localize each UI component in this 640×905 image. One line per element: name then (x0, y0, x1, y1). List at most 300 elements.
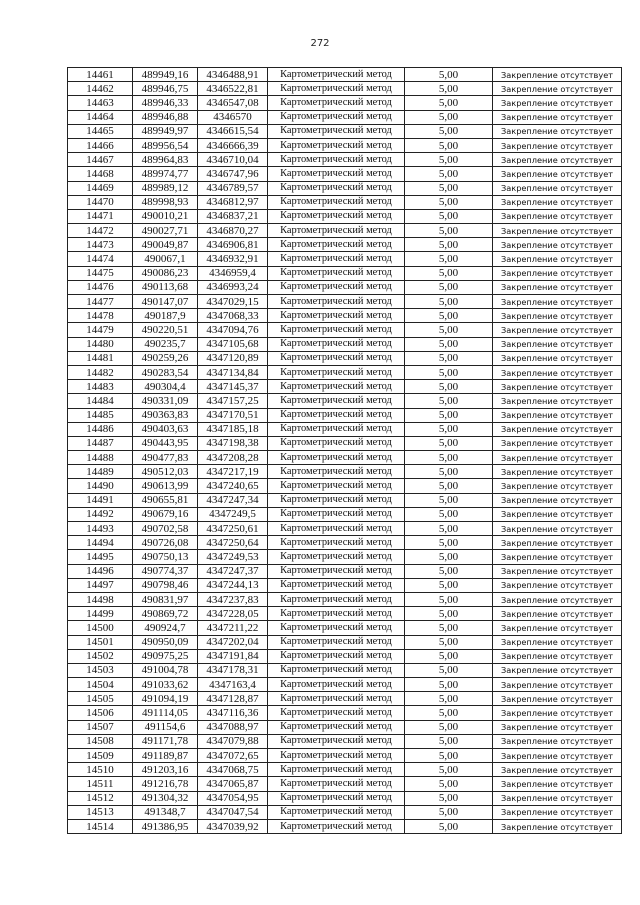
x-coordinate-cell: 491033,62 (133, 678, 198, 692)
y-coordinate-cell: 4347250,64 (198, 536, 268, 550)
accuracy-cell: 5,00 (405, 380, 493, 394)
fixing-cell: Закрепление отсутствует (493, 663, 622, 677)
method-cell: Картометрический метод (268, 351, 405, 365)
y-coordinate-cell: 4346993,24 (198, 280, 268, 294)
accuracy-cell: 5,00 (405, 195, 493, 209)
method-cell: Картометрический метод (268, 323, 405, 337)
table-row (68, 791, 622, 805)
fixing-cell: Закрепление отсутствует (493, 451, 622, 465)
accuracy-cell: 5,00 (405, 266, 493, 280)
point-number-cell: 14501 (68, 635, 133, 649)
method-cell: Картометрический метод (268, 678, 405, 692)
accuracy-cell: 5,00 (405, 96, 493, 110)
y-coordinate-cell: 4347079,88 (198, 734, 268, 748)
method-cell: Картометрический метод (268, 479, 405, 493)
point-number-cell: 14489 (68, 465, 133, 479)
method-cell: Картометрический метод (268, 238, 405, 252)
x-coordinate-cell: 490147,07 (133, 295, 198, 309)
x-coordinate-cell: 491304,32 (133, 791, 198, 805)
fixing-cell: Закрепление отсутствует (493, 394, 622, 408)
point-number-cell: 14472 (68, 224, 133, 238)
y-coordinate-cell: 4347247,34 (198, 493, 268, 507)
accuracy-cell: 5,00 (405, 522, 493, 536)
fixing-cell: Закрепление отсутствует (493, 621, 622, 635)
point-number-cell: 14484 (68, 394, 133, 408)
fixing-cell: Закрепление отсутствует (493, 819, 622, 833)
accuracy-cell: 5,00 (405, 110, 493, 124)
accuracy-cell: 5,00 (405, 592, 493, 606)
y-coordinate-cell: 4346570 (198, 110, 268, 124)
fixing-cell: Закрепление отсутствует (493, 777, 622, 791)
table-row (68, 678, 622, 692)
method-cell: Картометрический метод (268, 365, 405, 379)
x-coordinate-cell: 490726,08 (133, 536, 198, 550)
method-cell: Картометрический метод (268, 791, 405, 805)
accuracy-cell: 5,00 (405, 749, 493, 763)
point-number-cell: 14507 (68, 720, 133, 734)
x-coordinate-cell: 490869,72 (133, 607, 198, 621)
y-coordinate-cell: 4347068,33 (198, 309, 268, 323)
accuracy-cell: 5,00 (405, 720, 493, 734)
y-coordinate-cell: 4347211,22 (198, 621, 268, 635)
y-coordinate-cell: 4346906,81 (198, 238, 268, 252)
fixing-cell: Закрепление отсутствует (493, 422, 622, 436)
point-number-cell: 14505 (68, 692, 133, 706)
table-row (68, 493, 622, 507)
fixing-cell: Закрепление отсутствует (493, 720, 622, 734)
fixing-cell: Закрепление отсутствует (493, 436, 622, 450)
accuracy-cell: 5,00 (405, 819, 493, 833)
x-coordinate-cell: 490331,09 (133, 394, 198, 408)
y-coordinate-cell: 4347065,87 (198, 777, 268, 791)
y-coordinate-cell: 4347157,25 (198, 394, 268, 408)
fixing-cell: Закрепление отсутствует (493, 805, 622, 819)
accuracy-cell: 5,00 (405, 663, 493, 677)
fixing-cell: Закрепление отсутствует (493, 493, 622, 507)
accuracy-cell: 5,00 (405, 479, 493, 493)
x-coordinate-cell: 490613,99 (133, 479, 198, 493)
accuracy-cell: 5,00 (405, 224, 493, 238)
x-coordinate-cell: 490283,54 (133, 365, 198, 379)
accuracy-cell: 5,00 (405, 706, 493, 720)
method-cell: Картометрический метод (268, 692, 405, 706)
method-cell: Картометрический метод (268, 522, 405, 536)
point-number-cell: 14486 (68, 422, 133, 436)
x-coordinate-cell: 491004,78 (133, 663, 198, 677)
fixing-cell: Закрепление отсутствует (493, 110, 622, 124)
accuracy-cell: 5,00 (405, 167, 493, 181)
point-number-cell: 14509 (68, 749, 133, 763)
y-coordinate-cell: 4347145,37 (198, 380, 268, 394)
point-number-cell: 14480 (68, 337, 133, 351)
fixing-cell: Закрепление отсутствует (493, 550, 622, 564)
method-cell: Картометрический метод (268, 138, 405, 152)
table-row (68, 266, 622, 280)
x-coordinate-cell: 490831,97 (133, 592, 198, 606)
method-cell: Картометрический метод (268, 749, 405, 763)
x-coordinate-cell: 490655,81 (133, 493, 198, 507)
point-number-cell: 14506 (68, 706, 133, 720)
table-row (68, 749, 622, 763)
point-number-cell: 14497 (68, 578, 133, 592)
table-row (68, 238, 622, 252)
table-body (68, 68, 622, 834)
fixing-cell: Закрепление отсутствует (493, 96, 622, 110)
fixing-cell: Закрепление отсутствует (493, 351, 622, 365)
y-coordinate-cell: 4346812,97 (198, 195, 268, 209)
method-cell: Картометрический метод (268, 408, 405, 422)
fixing-cell: Закрепление отсутствует (493, 706, 622, 720)
method-cell: Картометрический метод (268, 337, 405, 351)
y-coordinate-cell: 4346666,39 (198, 138, 268, 152)
method-cell: Картометрический метод (268, 578, 405, 592)
x-coordinate-cell: 491189,87 (133, 749, 198, 763)
method-cell: Картометрический метод (268, 592, 405, 606)
table-row (68, 337, 622, 351)
method-cell: Картометрический метод (268, 96, 405, 110)
x-coordinate-cell: 490259,26 (133, 351, 198, 365)
fixing-cell: Закрепление отсутствует (493, 465, 622, 479)
x-coordinate-cell: 490304,4 (133, 380, 198, 394)
accuracy-cell: 5,00 (405, 351, 493, 365)
table-row (68, 68, 622, 82)
x-coordinate-cell: 491114,05 (133, 706, 198, 720)
table-row (68, 621, 622, 635)
table-row (68, 649, 622, 663)
x-coordinate-cell: 489946,75 (133, 82, 198, 96)
fixing-cell: Закрепление отсутствует (493, 578, 622, 592)
accuracy-cell: 5,00 (405, 564, 493, 578)
table-row (68, 394, 622, 408)
fixing-cell: Закрепление отсутствует (493, 678, 622, 692)
point-number-cell: 14513 (68, 805, 133, 819)
table-row (68, 195, 622, 209)
table-row (68, 805, 622, 819)
accuracy-cell: 5,00 (405, 408, 493, 422)
y-coordinate-cell: 4347198,38 (198, 436, 268, 450)
table-row (68, 507, 622, 521)
fixing-cell: Закрепление отсутствует (493, 195, 622, 209)
table-row (68, 365, 622, 379)
accuracy-cell: 5,00 (405, 536, 493, 550)
point-number-cell: 14474 (68, 252, 133, 266)
y-coordinate-cell: 4346488,91 (198, 68, 268, 82)
y-coordinate-cell: 4347105,68 (198, 337, 268, 351)
table-row (68, 763, 622, 777)
method-cell: Картометрический метод (268, 451, 405, 465)
x-coordinate-cell: 491094,19 (133, 692, 198, 706)
table-row (68, 692, 622, 706)
point-number-cell: 14496 (68, 564, 133, 578)
method-cell: Картометрический метод (268, 777, 405, 791)
point-number-cell: 14464 (68, 110, 133, 124)
table-row (68, 536, 622, 550)
x-coordinate-cell: 489989,12 (133, 181, 198, 195)
y-coordinate-cell: 4347170,51 (198, 408, 268, 422)
x-coordinate-cell: 490403,63 (133, 422, 198, 436)
point-number-cell: 14514 (68, 819, 133, 833)
x-coordinate-cell: 490049,87 (133, 238, 198, 252)
y-coordinate-cell: 4347240,65 (198, 479, 268, 493)
fixing-cell: Закрепление отсутствует (493, 309, 622, 323)
x-coordinate-cell: 490798,46 (133, 578, 198, 592)
y-coordinate-cell: 4347054,95 (198, 791, 268, 805)
table-row (68, 252, 622, 266)
point-number-cell: 14491 (68, 493, 133, 507)
point-number-cell: 14487 (68, 436, 133, 450)
fixing-cell: Закрепление отсутствует (493, 522, 622, 536)
method-cell: Картометрический метод (268, 465, 405, 479)
method-cell: Картометрический метод (268, 224, 405, 238)
method-cell: Картометрический метод (268, 805, 405, 819)
x-coordinate-cell: 491216,78 (133, 777, 198, 791)
fixing-cell: Закрепление отсутствует (493, 266, 622, 280)
y-coordinate-cell: 4347191,84 (198, 649, 268, 663)
fixing-cell: Закрепление отсутствует (493, 763, 622, 777)
x-coordinate-cell: 489964,83 (133, 153, 198, 167)
point-number-cell: 14508 (68, 734, 133, 748)
accuracy-cell: 5,00 (405, 394, 493, 408)
y-coordinate-cell: 4346522,81 (198, 82, 268, 96)
y-coordinate-cell: 4347072,65 (198, 749, 268, 763)
accuracy-cell: 5,00 (405, 777, 493, 791)
page-number: 272 (310, 38, 330, 49)
y-coordinate-cell: 4346870,27 (198, 224, 268, 238)
accuracy-cell: 5,00 (405, 578, 493, 592)
method-cell: Картометрический метод (268, 819, 405, 833)
accuracy-cell: 5,00 (405, 805, 493, 819)
x-coordinate-cell: 490086,23 (133, 266, 198, 280)
method-cell: Картометрический метод (268, 649, 405, 663)
x-coordinate-cell: 491154,6 (133, 720, 198, 734)
fixing-cell: Закрепление отсутствует (493, 592, 622, 606)
table-row (68, 224, 622, 238)
fixing-cell: Закрепление отсутствует (493, 536, 622, 550)
y-coordinate-cell: 4347039,92 (198, 819, 268, 833)
table-row (68, 479, 622, 493)
accuracy-cell: 5,00 (405, 436, 493, 450)
method-cell: Картометрический метод (268, 422, 405, 436)
x-coordinate-cell: 490027,71 (133, 224, 198, 238)
point-number-cell: 14467 (68, 153, 133, 167)
fixing-cell: Закрепление отсутствует (493, 280, 622, 294)
x-coordinate-cell: 490975,25 (133, 649, 198, 663)
fixing-cell: Закрепление отсутствует (493, 323, 622, 337)
method-cell: Картометрический метод (268, 68, 405, 82)
point-number-cell: 14511 (68, 777, 133, 791)
accuracy-cell: 5,00 (405, 465, 493, 479)
table-row (68, 309, 622, 323)
y-coordinate-cell: 4347029,15 (198, 295, 268, 309)
accuracy-cell: 5,00 (405, 763, 493, 777)
fixing-cell: Закрепление отсутствует (493, 68, 622, 82)
table-row (68, 564, 622, 578)
accuracy-cell: 5,00 (405, 280, 493, 294)
fixing-cell: Закрепление отсутствует (493, 749, 622, 763)
table-row (68, 209, 622, 223)
accuracy-cell: 5,00 (405, 607, 493, 621)
method-cell: Картометрический метод (268, 124, 405, 138)
x-coordinate-cell: 489946,33 (133, 96, 198, 110)
fixing-cell: Закрепление отсутствует (493, 649, 622, 663)
y-coordinate-cell: 4347128,87 (198, 692, 268, 706)
point-number-cell: 14483 (68, 380, 133, 394)
table-row (68, 706, 622, 720)
point-number-cell: 14476 (68, 280, 133, 294)
point-number-cell: 14504 (68, 678, 133, 692)
point-number-cell: 14494 (68, 536, 133, 550)
x-coordinate-cell: 490477,83 (133, 451, 198, 465)
fixing-cell: Закрепление отсутствует (493, 337, 622, 351)
y-coordinate-cell: 4346932,91 (198, 252, 268, 266)
accuracy-cell: 5,00 (405, 153, 493, 167)
fixing-cell: Закрепление отсутствует (493, 791, 622, 805)
y-coordinate-cell: 4347088,97 (198, 720, 268, 734)
point-number-cell: 14469 (68, 181, 133, 195)
fixing-cell: Закрепление отсутствует (493, 167, 622, 181)
table-row (68, 522, 622, 536)
point-number-cell: 14510 (68, 763, 133, 777)
y-coordinate-cell: 4347250,61 (198, 522, 268, 536)
point-number-cell: 14495 (68, 550, 133, 564)
table-row (68, 465, 622, 479)
point-number-cell: 14503 (68, 663, 133, 677)
x-coordinate-cell: 490679,16 (133, 507, 198, 521)
y-coordinate-cell: 4347249,5 (198, 507, 268, 521)
x-coordinate-cell: 490363,83 (133, 408, 198, 422)
method-cell: Картометрический метод (268, 295, 405, 309)
x-coordinate-cell: 489949,97 (133, 124, 198, 138)
fixing-cell: Закрепление отсутствует (493, 365, 622, 379)
table-row (68, 819, 622, 833)
point-number-cell: 14465 (68, 124, 133, 138)
table-row (68, 663, 622, 677)
fixing-cell: Закрепление отсутствует (493, 252, 622, 266)
fixing-cell: Закрепление отсутствует (493, 238, 622, 252)
y-coordinate-cell: 4347047,54 (198, 805, 268, 819)
x-coordinate-cell: 490750,13 (133, 550, 198, 564)
method-cell: Картометрический метод (268, 266, 405, 280)
fixing-cell: Закрепление отсутствует (493, 692, 622, 706)
table-row (68, 124, 622, 138)
table-row (68, 96, 622, 110)
table-row (68, 380, 622, 394)
fixing-cell: Закрепление отсутствует (493, 635, 622, 649)
fixing-cell: Закрепление отсутствует (493, 153, 622, 167)
point-number-cell: 14462 (68, 82, 133, 96)
accuracy-cell: 5,00 (405, 791, 493, 805)
table-row (68, 280, 622, 294)
fixing-cell: Закрепление отсутствует (493, 82, 622, 96)
y-coordinate-cell: 4347120,89 (198, 351, 268, 365)
accuracy-cell: 5,00 (405, 649, 493, 663)
method-cell: Картометрический метод (268, 536, 405, 550)
accuracy-cell: 5,00 (405, 507, 493, 521)
y-coordinate-cell: 4346615,54 (198, 124, 268, 138)
fixing-cell: Закрепление отсутствует (493, 224, 622, 238)
method-cell: Картометрический метод (268, 309, 405, 323)
accuracy-cell: 5,00 (405, 451, 493, 465)
method-cell: Картометрический метод (268, 663, 405, 677)
point-number-cell: 14490 (68, 479, 133, 493)
accuracy-cell: 5,00 (405, 295, 493, 309)
accuracy-cell: 5,00 (405, 309, 493, 323)
x-coordinate-cell: 490443,95 (133, 436, 198, 450)
table-row (68, 110, 622, 124)
point-number-cell: 14498 (68, 592, 133, 606)
table-row (68, 295, 622, 309)
method-cell: Картометрический метод (268, 153, 405, 167)
method-cell: Картометрический метод (268, 635, 405, 649)
accuracy-cell: 5,00 (405, 337, 493, 351)
point-number-cell: 14463 (68, 96, 133, 110)
accuracy-cell: 5,00 (405, 493, 493, 507)
table-row (68, 720, 622, 734)
y-coordinate-cell: 4346959,4 (198, 266, 268, 280)
table-row (68, 82, 622, 96)
method-cell: Картометрический метод (268, 280, 405, 294)
y-coordinate-cell: 4347094,76 (198, 323, 268, 337)
y-coordinate-cell: 4347185,18 (198, 422, 268, 436)
x-coordinate-cell: 489956,54 (133, 138, 198, 152)
fixing-cell: Закрепление отсутствует (493, 295, 622, 309)
y-coordinate-cell: 4347217,19 (198, 465, 268, 479)
point-number-cell: 14481 (68, 351, 133, 365)
method-cell: Картометрический метод (268, 607, 405, 621)
fixing-cell: Закрепление отсутствует (493, 408, 622, 422)
x-coordinate-cell: 490010,21 (133, 209, 198, 223)
y-coordinate-cell: 4347247,37 (198, 564, 268, 578)
point-number-cell: 14502 (68, 649, 133, 663)
method-cell: Картометрический метод (268, 181, 405, 195)
fixing-cell: Закрепление отсутствует (493, 564, 622, 578)
x-coordinate-cell: 489949,16 (133, 68, 198, 82)
point-number-cell: 14499 (68, 607, 133, 621)
point-number-cell: 14461 (68, 68, 133, 82)
method-cell: Картометрический метод (268, 720, 405, 734)
fixing-cell: Закрепление отсутствует (493, 124, 622, 138)
y-coordinate-cell: 4347068,75 (198, 763, 268, 777)
accuracy-cell: 5,00 (405, 138, 493, 152)
table-row (68, 550, 622, 564)
table-row (68, 167, 622, 181)
accuracy-cell: 5,00 (405, 550, 493, 564)
x-coordinate-cell: 489998,93 (133, 195, 198, 209)
table-row (68, 138, 622, 152)
y-coordinate-cell: 4346747,96 (198, 167, 268, 181)
accuracy-cell: 5,00 (405, 209, 493, 223)
method-cell: Картометрический метод (268, 436, 405, 450)
point-number-cell: 14500 (68, 621, 133, 635)
accuracy-cell: 5,00 (405, 181, 493, 195)
accuracy-cell: 5,00 (405, 365, 493, 379)
method-cell: Картометрический метод (268, 564, 405, 578)
accuracy-cell: 5,00 (405, 252, 493, 266)
accuracy-cell: 5,00 (405, 734, 493, 748)
method-cell: Картометрический метод (268, 763, 405, 777)
method-cell: Картометрический метод (268, 507, 405, 521)
y-coordinate-cell: 4347163,4 (198, 678, 268, 692)
y-coordinate-cell: 4347244,13 (198, 578, 268, 592)
method-cell: Картометрический метод (268, 621, 405, 635)
point-number-cell: 14468 (68, 167, 133, 181)
table-row (68, 734, 622, 748)
table-row (68, 181, 622, 195)
x-coordinate-cell: 490067,1 (133, 252, 198, 266)
y-coordinate-cell: 4347116,36 (198, 706, 268, 720)
accuracy-cell: 5,00 (405, 422, 493, 436)
accuracy-cell: 5,00 (405, 635, 493, 649)
